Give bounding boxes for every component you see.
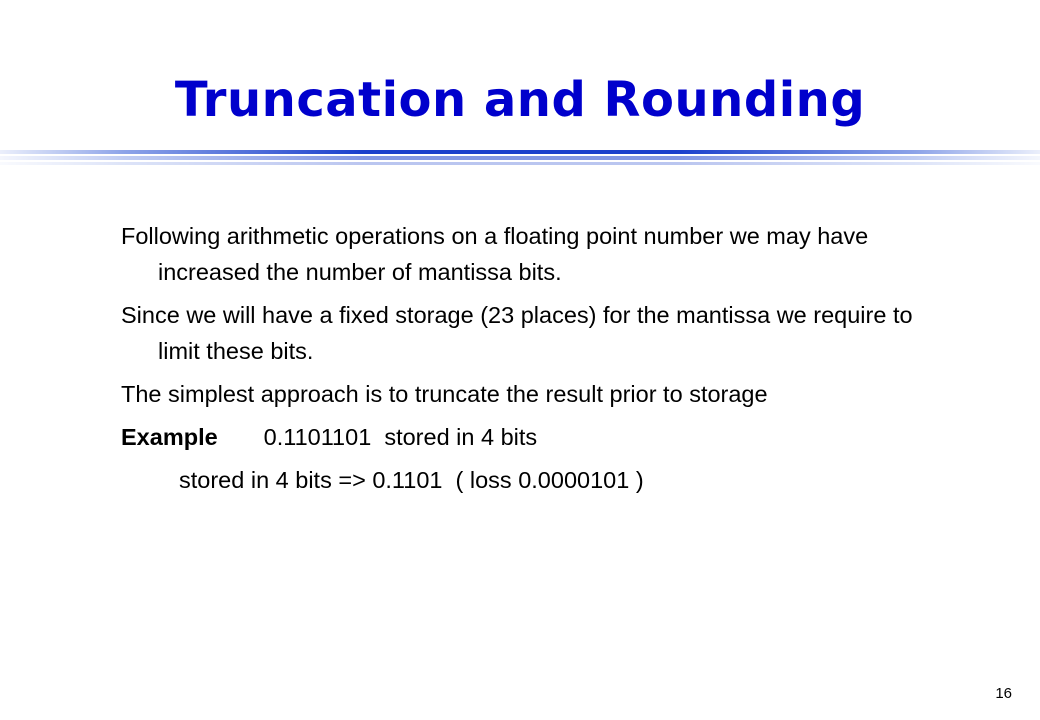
page-number: 16	[995, 685, 1012, 702]
example-line	[121, 419, 921, 455]
slide-body	[121, 218, 921, 498]
paragraph-truncate: The simplest approach is to truncate the result prior to storage	[121, 381, 768, 407]
title-underline-secondary	[0, 156, 1040, 160]
example-result: stored in 4 bits => 0.1101 ( loss 0.0000101 )	[179, 467, 644, 493]
title-underline-tertiary	[0, 162, 1040, 165]
paragraph-fixed-storage: Since we will have a fixed storage (23 places) for the mantissa we require to limit these bits.	[121, 302, 913, 364]
example-label: Example	[121, 424, 218, 450]
slide-title: Truncation and Rounding	[174, 72, 866, 128]
example-value: 0.1101101 stored in 4 bits	[263, 424, 538, 450]
paragraph-arithmetic: Following arithmetic operations on a floating point number we may have increased the number of mantissa bits.	[121, 223, 869, 285]
title-underline	[0, 150, 1040, 154]
